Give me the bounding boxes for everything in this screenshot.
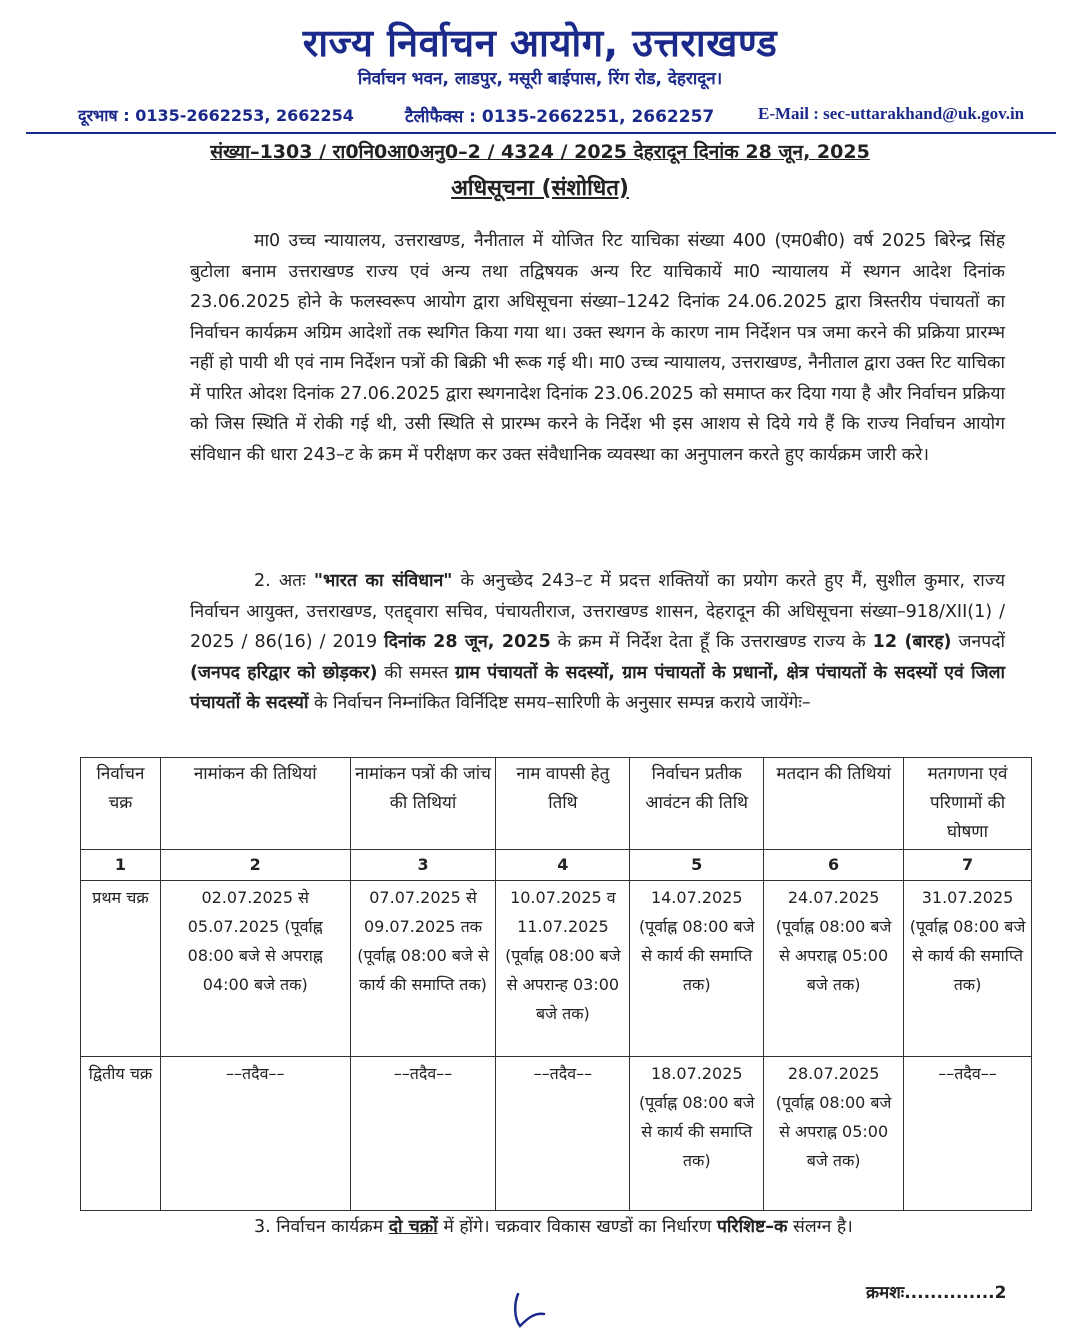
two-phases: दो चक्रों (388, 1217, 438, 1237)
para2-text: 2. अतः (254, 571, 314, 591)
continued-marker: क्रमशः..............2 (866, 1283, 1007, 1303)
para3-text: 3. निर्वाचन कार्यक्रम (254, 1217, 389, 1237)
commission-title: राज्य निर्वाचन आयोग, उत्तराखण्ड (302, 21, 778, 65)
table-cell: ––तदैव–– (160, 1057, 350, 1211)
table-cell: 28.07.2025 (पूर्वाह्न 08:00 बजे से अपराह्न 05:00 बजे तक) (764, 1057, 904, 1211)
paragraph-1 (190, 226, 1005, 470)
table-cell: 18.07.2025 (पूर्वाह्न 08:00 बजे से कार्य की समाप्ति तक) (630, 1057, 764, 1211)
table-header-cell: निर्वाचन चक्र (81, 758, 161, 850)
table-cell: 10.07.2025 व 11.07.2025 (पूर्वाह्न 08:00 बजे से अपरान्ह 03:00 बजे तक) (496, 881, 630, 1057)
paragraph-2 (190, 566, 1005, 719)
column-number: 6 (764, 850, 904, 881)
column-number: 7 (904, 850, 1032, 881)
table-number-row (81, 850, 1032, 881)
paragraph-3 (190, 1212, 1005, 1243)
table-header-cell: निर्वाचन प्रतीक आवंटन की तिथि (630, 758, 764, 850)
annexure-ref: परिशिष्ट–क (716, 1217, 788, 1237)
table-cell: 07.07.2025 से 09.07.2025 तक (पूर्वाह्न 08:00 बजे से कार्य की समाप्ति तक) (350, 881, 496, 1057)
column-number: 4 (496, 850, 630, 881)
table-cell: 24.07.2025 (पूर्वाह्न 08:00 बजे से अपराह्न 05:00 बजे तक) (764, 881, 904, 1057)
notification-heading: अधिसूचना (संशोधित) (451, 176, 629, 201)
para2-text: के क्रम में निर्देश देता हूँ कि उत्तराखण्ड राज्य के (550, 632, 873, 652)
table-cell: द्वितीय चक्र (81, 1057, 161, 1211)
table-cell: 14.07.2025 (पूर्वाह्न 08:00 बजे से कार्य की समाप्ति तक) (630, 881, 764, 1057)
para2-text: जनपदों (951, 632, 1006, 652)
table-cell: 31.07.2025 (पूर्वाह्न 08:00 बजे से कार्य की समाप्ति तक) (904, 881, 1032, 1057)
table-row (81, 1057, 1032, 1211)
election-schedule-table (80, 757, 1032, 1211)
table-cell: ––तदैव–– (496, 1057, 630, 1211)
column-number: 1 (81, 850, 161, 881)
paragraph-1-text: मा0 उच्च न्यायालय, उत्तराखण्ड, नैनीताल में योजित रिट याचिका संख्या 400 (एम0बी0) वर्ष 2025 बिरेन्द्र सिंह बुटोला बनाम उत्तराखण्ड राज्य एवं अन्य तथा तद्विषयक अन्य रिट याचिकायें मा0 न्यायालय में स्थगन आदेश दिनांक 23.06.2025 होने के फलस्वरूप आयोग द्वारा अधिसूचना संख्या–1242 दिनांक 24.06.2025 द्वारा त्रिस्तरीय पंचायतों का निर्वाचन कार्यक्रम अग्रिम आदेशों तक स्थगित किया गया था। उक्त स्थगन के कारण नाम निर्देशन पत्र जमा करने की प्रक्रिया प्रारम्भ नहीं हो पायी थी एवं नाम निर्देशन पत्रों की बिक्री भी रूक गई थी। मा0 उच्च न्यायालय, उत्तराखण्ड, नैनीताल द्वारा उक्त रिट याचिका में पारित ओदश दिनांक 27.06.2025 द्वारा स्थगनादेश दिनांक 23.06.2025 को समाप्त कर दिया गया है और निर्वाचन प्रक्रिया को जिस स्थिति में रोकी गई थी, उसी स्थिति से प्रारम्भ करने के निर्देश भी इस आशय से दिये गये हैं कि राज्य निर्वाचन आयोग संविधान की धारा 243–ट के क्रम में परीक्षण कर उक्त संवैधानिक व्यवस्था का अनुपालन करते हुए कार्यक्रम जारी करे। (190, 231, 1005, 465)
table-header-row (81, 758, 1032, 850)
constitution-ref: "भारत का संविधान" (313, 571, 453, 591)
reference-number: संख्या–1303 / रा0नि0आ0अनु0–2 / 4324 / 2025 देहरादून दिनांक 28 जून, 2025 (210, 141, 870, 163)
signature-mark (500, 1290, 560, 1330)
para2-text: की समस्त (377, 662, 456, 683)
table-cell: ––तदैव–– (904, 1057, 1032, 1211)
para2-text: के निर्वाचन निम्नांकित विर्निदिष्ट समय–सारिणी के अनुसार सम्पन्न कराये जायेंगेः– (308, 693, 811, 713)
table-cell: प्रथम चक्र (81, 881, 161, 1057)
table-header-cell: नामांकन पत्रों की जांच की तिथियां (350, 758, 496, 850)
para3-text: में होंगे। चक्रवार विकास खण्डों का निर्धारण (437, 1217, 717, 1237)
column-number: 5 (630, 850, 764, 881)
table-header-cell: नाम वापसी हेतु तिथि (496, 758, 630, 850)
para2-date: दिनांक 28 जून, 2025 (384, 632, 551, 652)
table-header-cell: मतगणना एवं परिणामों की घोषणा (904, 758, 1032, 850)
column-number: 2 (160, 850, 350, 881)
district-exclusion: (जनपद हरिद्वार को छोड़कर) (190, 662, 378, 683)
district-count: 12 (बारह) (872, 632, 952, 652)
table-row (81, 881, 1032, 1057)
para3-text: संलग्न है। (787, 1217, 853, 1237)
table-cell: ––तदैव–– (350, 1057, 496, 1211)
table-header-cell: नामांकन की तिथियां (160, 758, 350, 850)
fax-number: टैलीफैक्स : 0135-2662251, 2662257 (405, 107, 715, 127)
email-address: E-Mail : sec-uttarakhand@uk.gov.in (758, 104, 1025, 123)
commission-address: निर्वाचन भवन, लाडपुर, मसूरी बाईपास, रिंग रोड, देहरादून। (357, 69, 723, 89)
phone-number: दूरभाष : 0135-2662253, 2662254 (78, 106, 354, 125)
table-header-cell: मतदान की तिथियां (764, 758, 904, 850)
header-divider (26, 132, 1056, 134)
panchayat-members: ग्राम पंचायतों के सदस्यों, ग्राम पंचायतों के प्रधानों, क्षेत्र पंचायतों के सदस्यों एवं जिला पंचायतों के सदस्यों (190, 662, 1005, 713)
column-number: 3 (350, 850, 496, 881)
para2-text: के अनुच्छेद 243–ट में प्रदत्त शक्तियों का प्रयोग करते हुए मैं, सुशील कुमार, राज्य निर्वाचन आयुक्त, उत्तराखण्ड, एतद्द्वारा सचिव, पंचायतीराज, उत्तराखण्ड शासन, देहरादून की अधिसूचना संख्या–918/XII(1) / 2025 / 86(16) / 2019 (190, 571, 1006, 652)
table-cell: 02.07.2025 से 05.07.2025 (पूर्वाह्न 08:00 बजे से अपराह्न 04:00 बजे तक) (160, 881, 350, 1057)
